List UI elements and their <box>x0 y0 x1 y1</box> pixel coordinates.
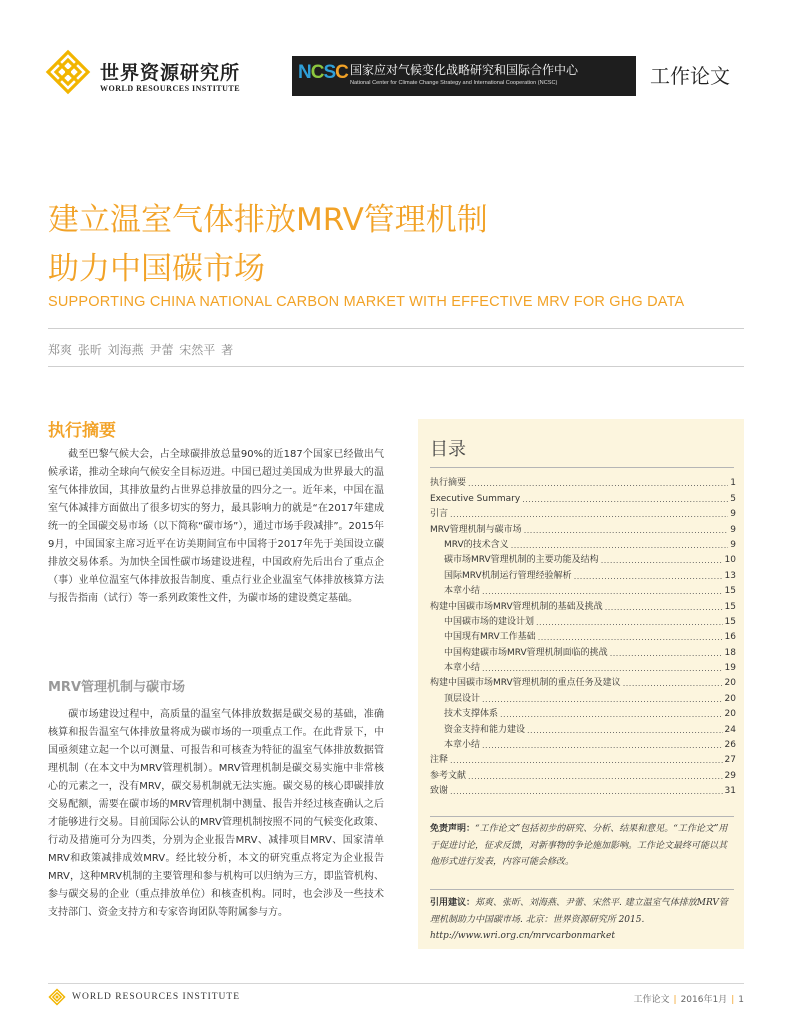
org-name-en: WORLD RESOURCES INSTITUTE <box>100 84 241 93</box>
partner-name-en: National Center for Climate Change Strategy and International Cooperation (NCSC) <box>350 80 558 86</box>
toc-list <box>430 473 736 796</box>
partner-banner <box>292 56 636 96</box>
toc-item-page: 9 <box>730 539 736 550</box>
toc-item-label: 中国碳市场的建设计划 <box>444 616 535 627</box>
toc-item[interactable] <box>430 688 736 703</box>
section-heading: MRV管理机制与碳市场 <box>48 680 186 695</box>
toc-item[interactable] <box>430 596 736 611</box>
toc-item-label: 资金支持和能力建设 <box>444 724 526 735</box>
toc-item-page: 9 <box>730 509 736 520</box>
disclaimer-text: “工作论文”包括初步的研究、分析、结果和意见。“工作论文”用于促进讨论，征求反馈，对新事物的争论施加影响。工作论文最终可能以其他形式进行发表，内容可能会修改。 <box>430 824 728 867</box>
toc-item-page: 29 <box>724 770 736 781</box>
title-line-2: 助力中国碳市场 <box>48 251 265 287</box>
toc-item-label: 构建中国碳市场MRV管理机制的基础及挑战 <box>430 601 603 612</box>
partner-name-cn: 国家应对气候变化战略研究和国际合作中心 <box>350 63 579 77</box>
toc-leader <box>482 741 723 750</box>
toc-item-label: 构建中国碳市场MRV管理机制的重点任务及建议 <box>430 678 621 689</box>
toc-item-label: 参考文献 <box>430 770 467 781</box>
wri-logo-icon <box>48 988 66 1006</box>
divider <box>430 467 734 468</box>
toc-item-label: 致谢 <box>430 786 449 797</box>
toc-leader <box>538 633 723 642</box>
footer-doc-type: 工作论文 <box>633 995 670 1005</box>
toc-item[interactable] <box>430 627 736 642</box>
summary-text: 截至巴黎气候大会，占全球碳排放总量90%的近187个国家已经做出气候承诺，推动全球向气候安全目标迈进。中国已超过美国成为世界最大的温室气体排放国，其排放量约占世界总排放量的四分之一。近年来，中国在温室气体减排方面做出了很多切实的努力，最具影响力的就是“在2017年建成统一的全国碳交易市场（以下简称“碳市场”），通过市场手段减排”。2015年9月，中国国家主席习近平在访美期间宣布中国将于2017年先于美国设立碳排放交易体系。为加快全国性碳市场建设进程，中国政府先后出台了重点企（事）业单位温室气体排放报告制度、重点行业企业温室气体排放核算方法与报告指南（试行）等一系列政策性文件，为碳市场的建设奠定基础。 <box>48 449 384 604</box>
footer-divider <box>48 983 744 984</box>
footer-date: 2016年1月 <box>680 995 728 1005</box>
toc-leader <box>610 649 723 658</box>
disclaimer-label: 免责声明： <box>430 824 476 834</box>
section-paragraph <box>48 706 384 922</box>
toc-item-page: 10 <box>724 555 736 566</box>
toc-item[interactable] <box>430 612 736 627</box>
toc-item-page: 20 <box>724 709 736 720</box>
disclaimer <box>430 821 730 871</box>
toc-item-label: 引言 <box>430 509 449 520</box>
toc-item[interactable] <box>430 765 736 780</box>
toc-item-page: 18 <box>724 647 736 658</box>
toc-item-label: 注释 <box>430 755 449 766</box>
citation-label: 引用建议： <box>430 898 476 908</box>
toc-item-label: MRV管理机制与碳市场 <box>430 524 522 535</box>
divider <box>48 328 744 329</box>
toc-leader <box>468 479 728 488</box>
footer-org: WORLD RESOURCES INSTITUTE <box>72 992 241 1002</box>
toc-item-page: 15 <box>724 601 736 612</box>
toc-item[interactable] <box>430 673 736 688</box>
toc-item-page: 9 <box>730 524 736 535</box>
toc-item[interactable] <box>430 473 736 488</box>
toc-item-label: 技术支撑体系 <box>444 709 499 720</box>
citation <box>430 895 730 945</box>
toc-item[interactable] <box>430 535 736 550</box>
toc-item-page: 16 <box>724 632 736 643</box>
summary-paragraph <box>48 446 384 608</box>
toc-leader <box>536 618 723 627</box>
toc-item-label: MRV的技术含义 <box>444 539 509 550</box>
toc-item-page: 19 <box>724 663 736 674</box>
authors: 郑爽 张昕 刘海燕 尹蕾 宋然平 著 <box>48 343 234 357</box>
toc-box <box>418 419 744 949</box>
toc-leader <box>601 556 723 565</box>
toc-leader <box>574 572 723 581</box>
toc-item[interactable] <box>430 642 736 657</box>
toc-item-label: 中国构建碳市场MRV管理机制面临的挑战 <box>444 647 608 658</box>
toc-leader <box>468 772 723 781</box>
toc-item-label: 本章小结 <box>444 663 481 674</box>
toc-item-label: 本章小结 <box>444 740 481 751</box>
toc-item-page: 26 <box>724 740 736 751</box>
toc-item[interactable] <box>430 735 736 750</box>
toc-leader <box>450 787 723 796</box>
doc-type-label: 工作论文 <box>650 64 730 88</box>
citation-text: 郑爽、张昕、刘海燕、尹蕾、宋然平. 建立温室气体排放MRV管理机制助力中国碳市场. 北京：世界资源研究所 2015. http://www.wri.org.cn/mrvcarbonmarket <box>430 898 728 941</box>
toc-item[interactable] <box>430 719 736 734</box>
toc-item[interactable] <box>430 504 736 519</box>
toc-item-label: 本章小结 <box>444 586 481 597</box>
toc-item-page: 1 <box>730 478 736 489</box>
toc-item-page: 13 <box>724 570 736 581</box>
toc-leader <box>482 664 723 673</box>
ncsc-logo-icon: NCSC <box>298 62 348 83</box>
toc-item[interactable] <box>430 519 736 534</box>
toc-leader <box>527 726 723 735</box>
toc-leader <box>450 510 728 519</box>
toc-item-label: Executive Summary <box>430 493 521 504</box>
divider <box>430 889 734 890</box>
toc-item-page: 24 <box>724 724 736 735</box>
toc-item-page: 20 <box>724 693 736 704</box>
toc-item-page: 5 <box>730 493 736 504</box>
toc-item[interactable] <box>430 581 736 596</box>
toc-item-page: 20 <box>724 678 736 689</box>
toc-item-page: 27 <box>724 755 736 766</box>
toc-item[interactable] <box>430 565 736 580</box>
toc-leader <box>605 603 723 612</box>
page-number: 1 <box>738 995 744 1005</box>
toc-leader <box>450 756 723 765</box>
org-name-cn: 世界资源研究所 <box>100 62 241 84</box>
toc-item-page: 15 <box>724 586 736 597</box>
toc-item[interactable] <box>430 750 736 765</box>
toc-leader <box>482 695 723 704</box>
section-text: 碳市场建设过程中，高质量的温室气体排放数据是碳交易的基础，准确核算和报告温室气体排放量将成为碳市场的一项重点工作。在此背景下，中国亟须建立起一个以可测量、可报告和可核查为特征的温室气体排放数据管理机制（在本文中为MRV管理机制）。MRV管理机制是碳交易实施中非常核心的元素之一，没有MRV，碳交易机制就无法实施。碳交易的核心即碳排放交易配额，需要在碳市场的MRV管理机制中测量、报告并经过核查确认之后才能够进行交易。目前国际公认的MRV管理机制按照不同的气候变化政策、行动及措施可分为四类，分别为企业报告MRV、减排项目MRV、国家清单MRV和政策减排成效MRV。经比较分析，本文的研究重点将定为企业报告MRV，这种MRV机制的主要管理和参与机构可以归纳为三方，即监管机构、参与碳交易的企业（重点排放单位）和核查机构。同时，也会涉及一些技术支持部门、资金支持方和专家咨询团队等附属参与方。 <box>48 709 384 918</box>
toc-item-label: 国际MRV机制运行管理经验解析 <box>444 570 572 581</box>
summary-heading: 执行摘要 <box>48 421 116 441</box>
title-line-1: 建立温室气体排放MRV管理机制 <box>48 202 488 238</box>
toc-item[interactable] <box>430 488 736 503</box>
toc-title: 目录 <box>430 439 466 460</box>
toc-item-page: 15 <box>724 616 736 627</box>
title-english: SUPPORTING CHINA NATIONAL CARBON MARKET WITH EFFECTIVE MRV FOR GHG DATA <box>48 294 685 310</box>
wri-logo-icon <box>44 48 92 96</box>
toc-leader <box>522 495 728 504</box>
footer-info: 工作论文 | 2016年1月 | 1 <box>633 995 744 1005</box>
toc-item-label: 顶层设计 <box>444 693 481 704</box>
toc-leader <box>500 710 723 719</box>
toc-leader <box>524 526 729 535</box>
toc-leader <box>482 587 723 596</box>
toc-leader <box>623 679 723 688</box>
toc-item[interactable] <box>430 704 736 719</box>
toc-item-label: 中国现有MRV工作基础 <box>444 632 536 643</box>
divider <box>430 816 734 817</box>
toc-leader <box>511 541 729 550</box>
toc-item-page: 31 <box>724 786 736 797</box>
toc-item[interactable] <box>430 658 736 673</box>
toc-item[interactable] <box>430 781 736 796</box>
toc-item-label: 执行摘要 <box>430 478 467 489</box>
toc-item-label: 碳市场MRV管理机制的主要功能及结构 <box>444 555 599 566</box>
toc-item[interactable] <box>430 550 736 565</box>
divider <box>48 366 744 367</box>
